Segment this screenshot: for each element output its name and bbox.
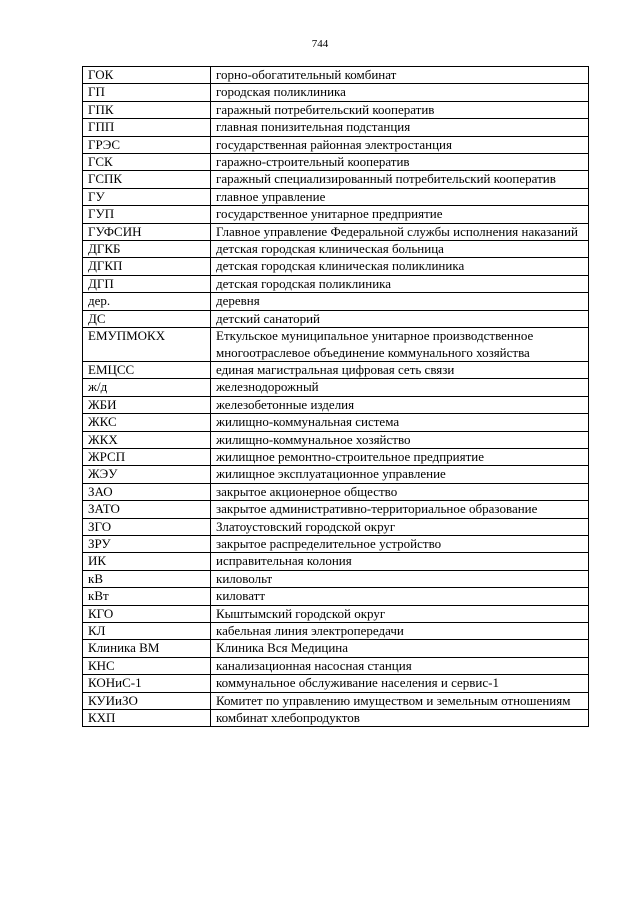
table-row [83,293,589,310]
table-row [83,466,589,483]
abbreviation-cell: ГПП [83,119,211,136]
table-row [83,675,589,692]
table-row [83,310,589,327]
abbreviation-cell: ж/д [83,379,211,396]
meaning-cell: детская городская поликлиника [211,275,589,292]
meaning-cell: закрытое акционерное общество [211,483,589,500]
meaning-cell: комбинат хлебопродуктов [211,710,589,727]
meaning-cell: закрытое административно-территориальное образование [211,501,589,518]
table-row [83,483,589,500]
meaning-cell: жилищное ремонтно-строительное предприятие [211,448,589,465]
meaning-cell: детская городская клиническая больница [211,241,589,258]
meaning-cell: гаражно-строительный кооператив [211,154,589,171]
meaning-cell: Еткульское муниципальное унитарное производственное многоотраслевое объединение коммунального хозяйства [211,328,589,362]
abbreviation-cell: КНС [83,657,211,674]
table-row [83,414,589,431]
abbreviation-cell: КГО [83,605,211,622]
meaning-cell: жилищно-коммунальное хозяйство [211,431,589,448]
meaning-cell: закрытое распределительное устройство [211,535,589,552]
table-row [83,692,589,709]
meaning-cell: киловольт [211,570,589,587]
abbreviation-cell: ГРЭС [83,136,211,153]
meaning-cell: городская поликлиника [211,84,589,101]
meaning-cell: горно-обогатительный комбинат [211,67,589,84]
meaning-cell: канализационная насосная станция [211,657,589,674]
table-row [83,518,589,535]
abbreviation-cell: ГУ [83,188,211,205]
table-row [83,710,589,727]
meaning-cell: единая магистральная цифровая сеть связи [211,361,589,378]
abbreviation-cell: ЖБИ [83,396,211,413]
meaning-cell: главная понизительная подстанция [211,119,589,136]
table-row [83,206,589,223]
table-row [83,605,589,622]
abbreviation-cell: ИК [83,553,211,570]
abbreviation-cell: ЗГО [83,518,211,535]
table-row [83,119,589,136]
meaning-cell: жилищно-коммунальная система [211,414,589,431]
abbreviation-cell: Клиника ВМ [83,640,211,657]
abbreviation-cell: ГП [83,84,211,101]
abbreviation-cell: ГУП [83,206,211,223]
meaning-cell: железобетонные изделия [211,396,589,413]
meaning-cell: киловатт [211,588,589,605]
meaning-cell: исправительная колония [211,553,589,570]
table-row [83,623,589,640]
abbreviation-cell: ГУФСИН [83,223,211,240]
table-row [83,501,589,518]
table-row [83,67,589,84]
table-row [83,171,589,188]
abbreviations-table-body [83,67,589,727]
meaning-cell: детский санаторий [211,310,589,327]
table-row [83,328,589,362]
table-row [83,570,589,587]
table-row [83,275,589,292]
abbreviations-table [82,66,589,727]
abbreviation-cell: ЖРСП [83,448,211,465]
abbreviation-cell: ЕМЦСС [83,361,211,378]
page-number: 744 [311,38,329,50]
table-row [83,223,589,240]
meaning-cell: государственное унитарное предприятие [211,206,589,223]
abbreviation-cell: ЕМУПМОКХ [83,328,211,362]
meaning-cell: коммунальное обслуживание населения и сервис-1 [211,675,589,692]
abbreviation-cell: ГПК [83,101,211,118]
abbreviation-cell: ДГКБ [83,241,211,258]
table-row [83,379,589,396]
table-row [83,588,589,605]
table-row [83,361,589,378]
meaning-cell: деревня [211,293,589,310]
abbreviation-cell: КУИиЗО [83,692,211,709]
table-row [83,657,589,674]
meaning-cell: Главное управление Федеральной службы исполнения наказаний [211,223,589,240]
abbreviation-cell: ЗАО [83,483,211,500]
table-row [83,396,589,413]
table-row [83,431,589,448]
meaning-cell: железнодорожный [211,379,589,396]
abbreviation-cell: ЖКС [83,414,211,431]
abbreviation-cell: ДГКП [83,258,211,275]
table-row [83,154,589,171]
table-row [83,553,589,570]
meaning-cell: гаражный потребительский кооператив [211,101,589,118]
abbreviation-cell: КОНиС-1 [83,675,211,692]
abbreviation-cell: КЛ [83,623,211,640]
table-row [83,241,589,258]
abbreviation-cell: ЗАТО [83,501,211,518]
table-row [83,136,589,153]
abbreviation-cell: ЗРУ [83,535,211,552]
table-row [83,188,589,205]
abbreviation-cell: ЖКХ [83,431,211,448]
abbreviation-cell: ГСПК [83,171,211,188]
meaning-cell: Клиника Вся Медицина [211,640,589,657]
abbreviation-cell: ДС [83,310,211,327]
table-row [83,448,589,465]
table-row [83,84,589,101]
table-row [83,258,589,275]
meaning-cell: жилищное эксплуатационное управление [211,466,589,483]
meaning-cell: гаражный специализированный потребительский кооператив [211,171,589,188]
abbreviation-cell: ЖЭУ [83,466,211,483]
table-row [83,640,589,657]
abbreviation-cell: ГОК [83,67,211,84]
abbreviation-cell: кВ [83,570,211,587]
meaning-cell: государственная районная электростанция [211,136,589,153]
abbreviation-cell: дер. [83,293,211,310]
abbreviation-cell: ДГП [83,275,211,292]
meaning-cell: детская городская клиническая поликлиника [211,258,589,275]
meaning-cell: Златоустовский городской округ [211,518,589,535]
meaning-cell: Кыштымский городской округ [211,605,589,622]
abbreviation-cell: ГСК [83,154,211,171]
meaning-cell: кабельная линия электропередачи [211,623,589,640]
table-row [83,101,589,118]
meaning-cell: Комитет по управлению имуществом и земельным отношениям [211,692,589,709]
abbreviation-cell: КХП [83,710,211,727]
meaning-cell: главное управление [211,188,589,205]
table-row [83,535,589,552]
abbreviation-cell: кВт [83,588,211,605]
